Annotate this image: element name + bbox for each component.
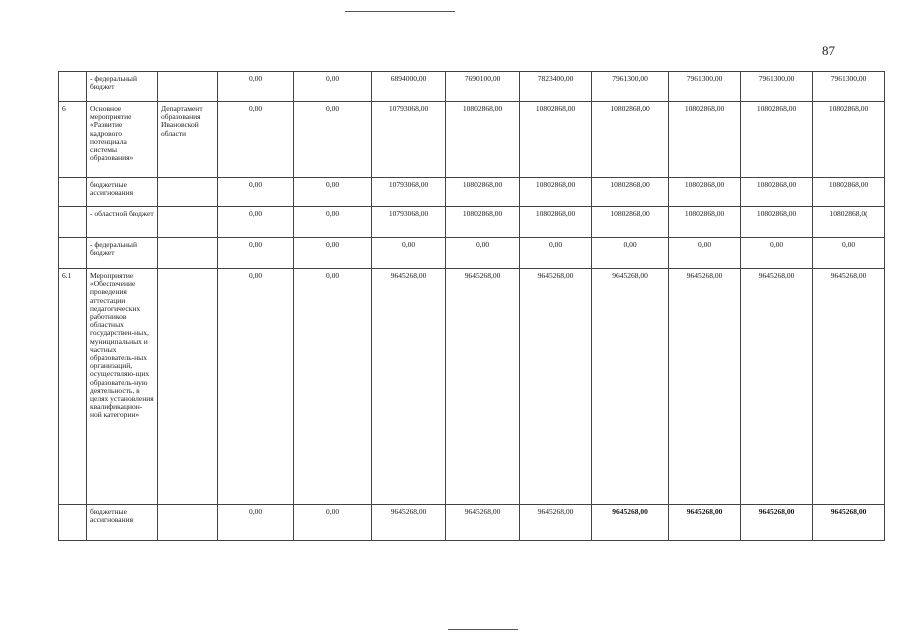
row-value-cell: 9645268,00	[446, 505, 520, 541]
row-value-cell: 10802868,00	[520, 102, 592, 178]
row-value-cell: 7961300,00	[741, 72, 813, 102]
row-value-cell: 10802868,00	[669, 207, 741, 238]
row-description-cell: Основное мероприятие «Развитие кадрового потенциала системы образования»	[87, 102, 158, 178]
row-value-cell: 0,00	[218, 102, 294, 178]
row-value-cell: 9645268,00	[741, 269, 813, 505]
row-executor-cell	[158, 207, 218, 238]
table-row	[59, 72, 885, 102]
row-value-cell: 10802868,0(	[813, 207, 885, 238]
row-value-cell: 7961300,00	[669, 72, 741, 102]
row-value-cell: 0,00	[218, 207, 294, 238]
row-value-cell: 9645268,00	[520, 505, 592, 541]
row-value-cell: 9645268,00	[669, 505, 741, 541]
row-description-cell: Мероприятие «Обеспечение проведения аттестации педагогических работников областных государствен-ных, муниципальных и частных образователь-ных организаций, осуществляю-щих образователь-ную деятельность, в целях установления квалификацион-ной категории»	[87, 269, 158, 505]
row-index-cell	[59, 505, 87, 541]
row-value-cell: 9645268,00	[520, 269, 592, 505]
row-value-cell: 10802868,00	[446, 207, 520, 238]
row-index-cell: 6.1	[59, 269, 87, 505]
row-value-cell: 0,00	[741, 238, 813, 269]
row-value-cell: 7961300,00	[592, 72, 669, 102]
row-index-cell	[59, 72, 87, 102]
row-value-cell: 10802868,00	[741, 178, 813, 207]
row-executor-cell	[158, 178, 218, 207]
row-description-cell: бюджетные ассигнования	[87, 505, 158, 541]
row-value-cell: 9645268,00	[372, 269, 446, 505]
row-value-cell: 0,00	[520, 238, 592, 269]
table-body	[59, 72, 885, 541]
row-description-cell: - федеральный бюджет	[87, 72, 158, 102]
row-value-cell: 10793068,00	[372, 178, 446, 207]
row-executor-cell	[158, 505, 218, 541]
row-value-cell: 0,00	[294, 269, 372, 505]
row-value-cell: 0,00	[592, 238, 669, 269]
row-value-cell: 0,00	[294, 207, 372, 238]
row-value-cell: 9645268,00	[446, 269, 520, 505]
row-value-cell: 0,00	[446, 238, 520, 269]
row-description-cell: - областной бюджет	[87, 207, 158, 238]
top-scan-line	[345, 11, 455, 12]
table-row	[59, 102, 885, 178]
row-index-cell	[59, 238, 87, 269]
row-value-cell: 9645268,00	[669, 269, 741, 505]
bottom-scan-line	[448, 629, 518, 630]
row-value-cell: 9645268,00	[813, 505, 885, 541]
row-value-cell: 10802868,00	[446, 102, 520, 178]
row-executor-cell	[158, 238, 218, 269]
row-value-cell: 0,00	[294, 238, 372, 269]
row-index-cell	[59, 178, 87, 207]
row-value-cell: 7823400,00	[520, 72, 592, 102]
row-value-cell: 0,00	[294, 102, 372, 178]
row-value-cell: 10802868,00	[813, 102, 885, 178]
row-value-cell: 0,00	[669, 238, 741, 269]
row-value-cell: 10802868,00	[592, 102, 669, 178]
row-value-cell: 10802868,00	[669, 102, 741, 178]
row-value-cell: 0,00	[294, 178, 372, 207]
row-description-cell: бюджетные ассигнования	[87, 178, 158, 207]
row-value-cell: 0,00	[294, 72, 372, 102]
row-value-cell: 6894000,00	[372, 72, 446, 102]
row-index-cell	[59, 207, 87, 238]
row-value-cell: 7961300,00	[813, 72, 885, 102]
row-value-cell: 0,00	[218, 72, 294, 102]
row-value-cell: 10802868,00	[520, 207, 592, 238]
row-value-cell: 0,00	[218, 269, 294, 505]
row-value-cell: 0,00	[218, 238, 294, 269]
row-value-cell: 10802868,00	[592, 178, 669, 207]
row-index-cell: 6	[59, 102, 87, 178]
row-value-cell: 10802868,00	[741, 207, 813, 238]
row-value-cell: 10802868,00	[813, 178, 885, 207]
row-executor-cell	[158, 72, 218, 102]
row-value-cell: 10802868,00	[669, 178, 741, 207]
row-value-cell: 10802868,00	[741, 102, 813, 178]
budget-table	[58, 71, 885, 541]
row-value-cell: 0,00	[294, 505, 372, 541]
row-value-cell: 0,00	[218, 178, 294, 207]
row-value-cell: 10793068,00	[372, 102, 446, 178]
row-value-cell: 9645268,00	[813, 269, 885, 505]
row-executor-cell	[158, 269, 218, 505]
row-value-cell: 7690100,00	[446, 72, 520, 102]
row-value-cell: 9645268,00	[592, 505, 669, 541]
row-value-cell: 0,00	[813, 238, 885, 269]
table-row	[59, 178, 885, 207]
row-value-cell: 9645268,00	[372, 505, 446, 541]
row-value-cell: 10802868,00	[446, 178, 520, 207]
row-value-cell: 0,00	[372, 238, 446, 269]
row-value-cell: 9645268,00	[592, 269, 669, 505]
row-value-cell: 10802868,00	[520, 178, 592, 207]
table-row	[59, 505, 885, 541]
row-value-cell: 0,00	[218, 505, 294, 541]
row-value-cell: 10802868,00	[592, 207, 669, 238]
row-description-cell: - федеральный бюджет	[87, 238, 158, 269]
table-row	[59, 269, 885, 505]
table-row	[59, 207, 885, 238]
table-row	[59, 238, 885, 269]
row-value-cell: 9645268,00	[741, 505, 813, 541]
row-executor-cell: Департамент образования Ивановской области	[158, 102, 218, 178]
page-number: 87	[822, 43, 835, 58]
row-value-cell: 10793068,00	[372, 207, 446, 238]
